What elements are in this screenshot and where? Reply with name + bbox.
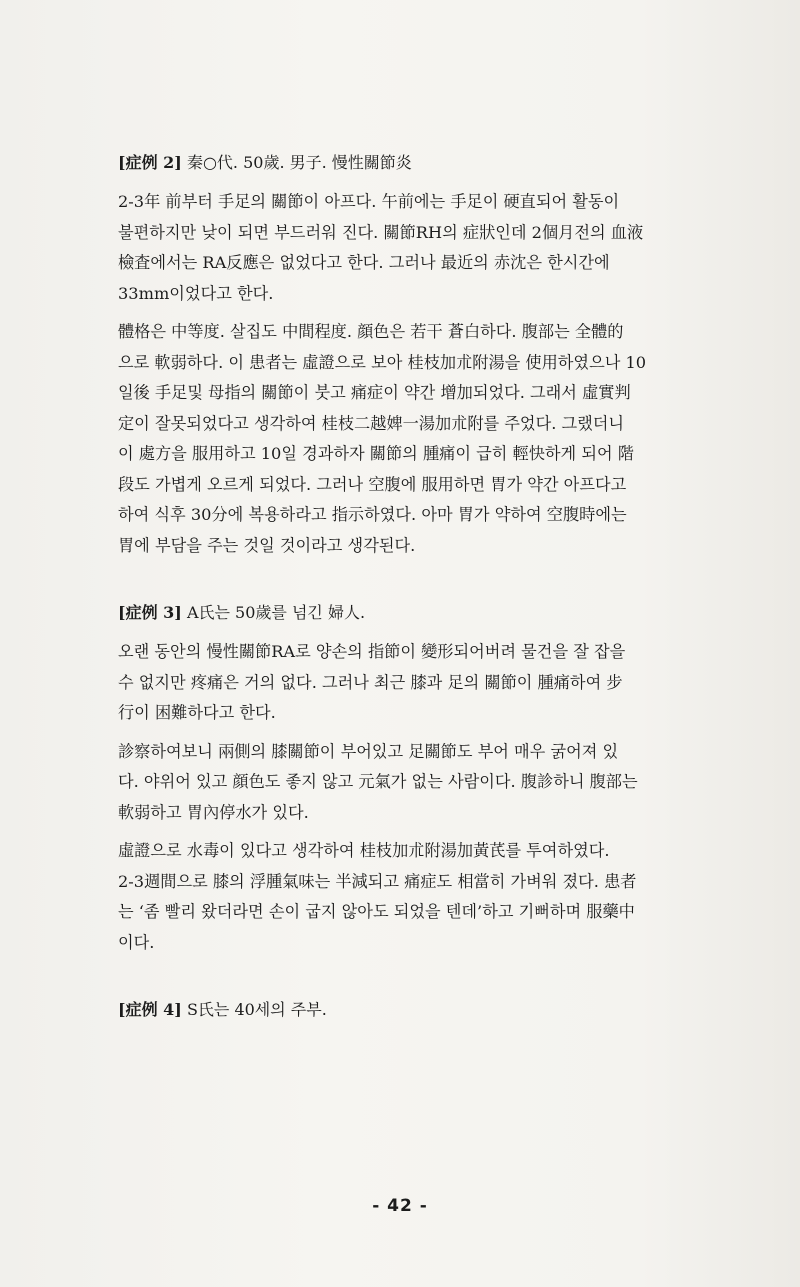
text-line: 이다. xyxy=(118,932,155,952)
case-2-paragraph-2 xyxy=(118,317,722,561)
text-line: 軟弱하고 胃內停水가 있다. xyxy=(118,802,309,822)
text-line: 胃에 부담을 주는 것일 것이라고 생각된다. xyxy=(118,535,416,555)
text-line: 이 處方을 服用하고 10일 경과하자 關節의 腫痛이 급히 輕快하게 되어 階 xyxy=(118,444,634,463)
case-label-2: [症例 2] xyxy=(118,153,182,172)
case-3-paragraph-1 xyxy=(118,637,722,729)
text-line: 診察하여보니 兩側의 膝關節이 부어있고 足關節도 부어 매우 굵어져 있 xyxy=(118,741,619,761)
case-3-paragraph-2 xyxy=(118,737,722,829)
case-header-4 xyxy=(118,994,722,1026)
case-2-paragraph-1 xyxy=(118,187,722,309)
case-title-3: A氏는 50歲를 넘긴 婦人. xyxy=(181,603,366,622)
text-line: 體格은 中等度. 살집도 中間程度. 顔色은 若干 蒼白하다. 腹部는 全體的 xyxy=(118,322,624,341)
case-label-4: [症例 4] xyxy=(118,1000,182,1019)
case-title-4: S氏는 40세의 주부. xyxy=(181,1000,327,1019)
text-line: 다. 야위어 있고 顔色도 좋지 않고 元氣가 없는 사람이다. 腹診하니 腹部는 xyxy=(118,772,638,791)
text-line: 虛證으로 水毒이 있다고 생각하여 桂枝加朮附湯加黃芪를 투여하였다. xyxy=(118,841,610,860)
text-line: 하여 식후 30分에 복용하라고 指示하였다. 아마 胃가 약하여 空腹時에는 xyxy=(118,505,627,524)
case-header-2 xyxy=(118,147,722,179)
text-line: 수 없지만 疼痛은 거의 없다. 그러나 최근 膝과 足의 關節이 腫痛하여 步 xyxy=(118,672,623,692)
text-line: 오랜 동안의 慢性關節RA로 양손의 指節이 變形되어버려 물건을 잘 잡을 xyxy=(118,642,626,661)
text-line: 檢査에서는 RA反應은 없었다고 한다. 그러나 最近의 赤沈은 한시간에 xyxy=(118,253,610,272)
text-line: 불편하지만 낮이 되면 부드러워 진다. 關節RH의 症狀인데 2個月전의 血液 xyxy=(118,222,644,242)
case-label-3: [症例 3] xyxy=(118,603,182,622)
text-line: 段도 가볍게 오르게 되었다. 그러나 空腹에 服用하면 胃가 약간 아프다고 xyxy=(118,474,627,494)
case-3-paragraph-3 xyxy=(118,836,722,958)
case-header-3 xyxy=(118,597,722,629)
page-number: - 42 - xyxy=(372,1196,428,1216)
text-line: 33mm이었다고 한다. xyxy=(118,283,274,303)
text-line: 2-3週間으로 膝의 浮腫氣味는 半減되고 痛症도 相當히 가벼워 졌다. 患者 xyxy=(118,871,637,891)
text-line: 일後 手足및 母指의 關節이 붓고 痛症이 약간 增加되었다. 그래서 虛實判 xyxy=(118,383,631,402)
text-line: 定이 잘못되었다고 생각하여 桂枝二越婢一湯加朮附를 주었다. 그랬더니 xyxy=(118,413,625,433)
text-line: 는 ‘좀 빨리 왔더라면 손이 굽지 않아도 되었을 텐데’하고 기뻐하며 服藥中 xyxy=(118,902,635,921)
text-line: 2-3年 前부터 手足의 關節이 아프다. 午前에는 手足이 硬直되어 활동이 xyxy=(118,192,620,211)
text-line: 으로 軟弱하다. 이 患者는 虛證으로 보아 桂枝加朮附湯을 使用하였으나 10 xyxy=(118,352,647,372)
case-title-2: 秦○代. 50歲. 男子. 慢性關節炎 xyxy=(181,153,412,172)
page-body xyxy=(118,147,722,1034)
text-line: 行이 困難하다고 한다. xyxy=(118,703,276,722)
